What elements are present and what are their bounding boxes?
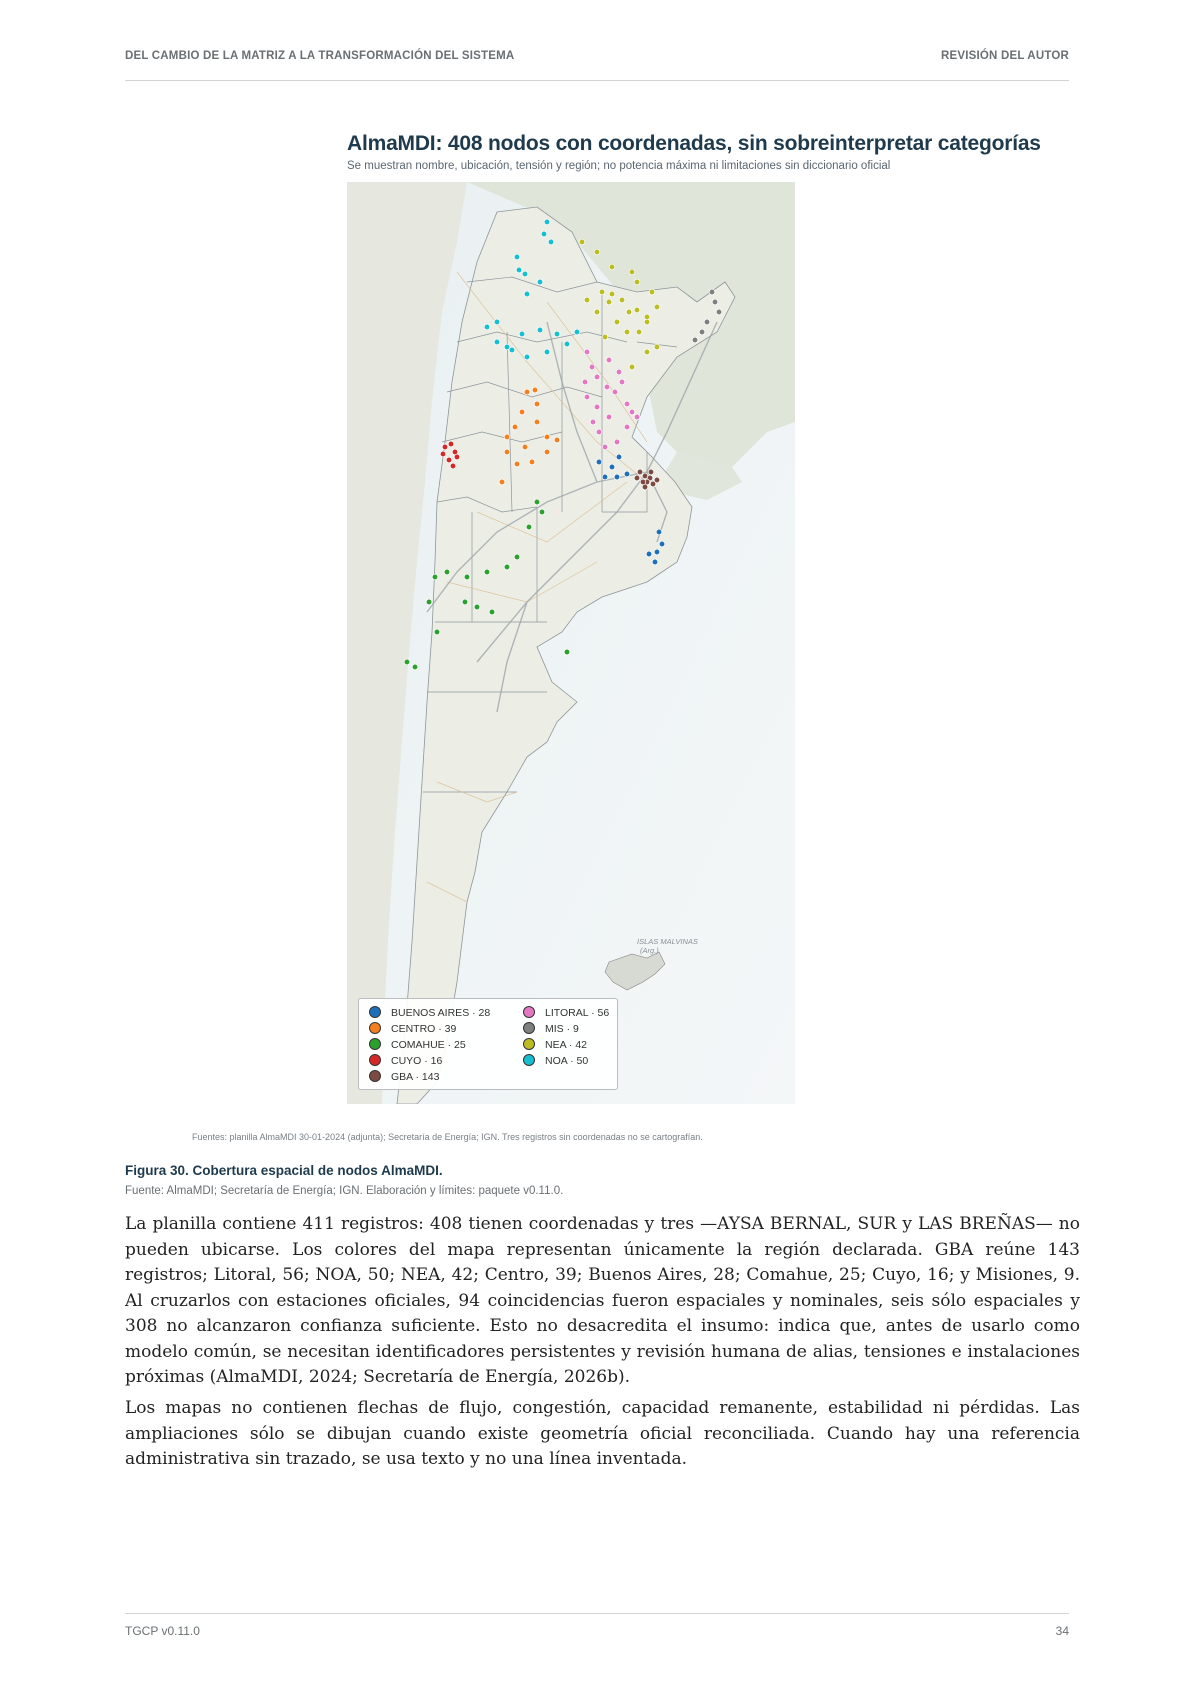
node-marker [541,231,547,237]
figure-sources-note: Fuentes: planilla AlmaMDI 30-01-2024 (adjunta); Secretaría de Energía; IGN. Tres registros sin coordenadas no se cartografían. [192,1132,703,1142]
node-marker [589,364,595,370]
node-marker [716,309,722,315]
node-marker [514,461,520,467]
legend-swatch [369,1054,381,1066]
node-marker [646,551,652,557]
node-marker [606,414,612,420]
node-marker [584,349,590,355]
node-marker [654,344,660,350]
node-marker [446,457,452,463]
legend-label: LITORAL · 56 [545,1007,610,1019]
node-marker [474,604,480,610]
legend-swatch [523,1038,535,1050]
node-marker [534,401,540,407]
header-book-title: DEL CAMBIO DE LA MATRIZ A LA TRANSFORMACIÓN DEL SISTEMA [125,50,515,62]
node-marker [634,475,640,481]
node-marker [444,569,450,575]
legend-swatch [369,1038,381,1050]
body-paragraph-1: La planilla contiene 411 registros: 408 tienen coordenadas y tres —AYSA BERNAL, SUR y LAS BREÑAS— no pueden ubicarse. Los colores del mapa representan únicamente la región declarada. GBA reúne 143 registros; Litoral, 56; NOA, 50; NEA, 42; Centro, 39; Buenos Aires, 28; Comahue, 25; Cuyo, 16; y Misiones, 9. Al cruzarlos con estaciones oficiales, 94 coincidencias fueron espaciales y nominales, seis sólo espaciales y 308 no alcanzaron confianza suficiente. Esto no desacredita el insumo: indica que, antes de usarlo como modelo común, se necesitan identificadores persistentes y revisión humana de alias, tensiones e instalaciones próximas (AlmaMDI, 2024; Secretaría de Energía, 2026b). [125,1214,1080,1387]
node-marker [699,329,705,335]
legend-label: GBA · 143 [391,1071,440,1083]
node-marker [609,291,615,297]
legend-item-centro [369,1021,456,1037]
node-marker [514,254,520,260]
node-marker [462,599,468,605]
node-marker [624,329,630,335]
node-marker [544,449,550,455]
malvinas-label: ISLAS MALVINAS [637,937,698,946]
node-marker [537,279,543,285]
legend-swatch [523,1054,535,1066]
node-marker [624,471,630,477]
node-marker [692,337,698,343]
node-marker [432,574,438,580]
legend-label: CUYO · 16 [391,1055,443,1067]
node-marker [712,299,718,305]
node-marker [599,289,605,295]
node-marker [534,419,540,425]
node-marker [594,309,600,315]
node-marker [584,394,590,400]
node-marker [602,444,608,450]
node-marker [604,384,610,390]
figure-caption-source: Fuente: AlmaMDI; Secretaría de Energía; IGN. Elaboración y límites: paquete v0.11.0. [125,1185,564,1197]
figure-caption-title: Figura 30. Cobertura espacial de nodos AlmaMDI. [125,1163,443,1178]
node-marker [606,299,612,305]
node-marker [440,451,446,457]
legend-label: CENTRO · 39 [391,1023,457,1035]
node-marker [652,559,658,565]
node-marker [554,437,560,443]
node-marker [519,331,525,337]
node-marker [544,434,550,440]
node-marker [539,509,545,515]
node-marker [484,324,490,330]
figure-subtitle: Se muestran nombre, ubicación, tensión y región; no potencia máxima ni limitaciones sin diccionario oficial [347,160,891,172]
legend-swatch [369,1070,381,1082]
footer-version: TGCP v0.11.0 [125,1624,200,1638]
node-marker [626,309,632,315]
node-marker [596,459,602,465]
node-marker [404,659,410,665]
node-marker [634,279,640,285]
node-marker [612,389,618,395]
node-marker [629,269,635,275]
node-marker [614,474,620,480]
node-marker [564,649,570,655]
node-marker [644,319,650,325]
node-marker [648,469,654,475]
node-marker [704,319,710,325]
node-marker [619,297,625,303]
node-marker [609,264,615,270]
body-paragraph-2: Los mapas no contienen flechas de flujo, congestión, capacidad remanente, estabilidad ni pérdidas. Las ampliaciones sólo se dibujan cuando existe geometría oficial reconciliada. Cuando hay una referencia administrativa sin trazado, se usa texto y no una línea inventada. [125,1398,1080,1469]
node-marker [426,599,432,605]
legend-label: MIS · 9 [545,1023,579,1035]
node-marker [526,524,532,530]
legend-swatch [523,1006,535,1018]
node-marker [504,434,510,440]
node-marker [656,529,662,535]
node-marker [629,409,635,415]
page-footer [125,1613,1069,1638]
node-marker [654,549,660,555]
node-marker [494,319,500,325]
node-marker [634,414,640,420]
malvinas-label-sub: (Arg.) [640,946,659,955]
node-marker [606,357,612,363]
node-marker [448,441,454,447]
node-marker [454,454,460,460]
legend-label: NEA · 42 [545,1039,588,1051]
node-marker [450,463,456,469]
node-marker [619,379,625,385]
node-marker [524,354,530,360]
node-marker [532,387,538,393]
node-marker [504,564,510,570]
node-marker [516,267,522,273]
legend-item-comahue [369,1037,466,1053]
node-marker [544,349,550,355]
node-marker [442,444,448,450]
node-marker [614,439,620,445]
node-marker [544,219,550,225]
node-marker [642,484,648,490]
legend-item-noa [523,1053,588,1069]
node-marker [624,424,630,430]
node-marker [590,419,596,425]
node-marker [522,444,528,450]
legend-label: BUENOS AIRES · 28 [391,1007,491,1019]
node-marker [616,454,622,460]
node-marker [602,334,608,340]
node-marker [616,369,622,375]
node-marker [524,291,530,297]
node-marker [434,629,440,635]
node-marker [579,239,585,245]
node-marker [629,364,635,370]
node-marker [499,479,505,485]
header-revision-label: REVISIÓN DEL AUTOR [941,50,1069,62]
node-marker [522,271,528,277]
node-marker [564,341,570,347]
legend-swatch [369,1022,381,1034]
node-marker [524,389,530,395]
node-marker [659,541,665,547]
node-marker [614,319,620,325]
running-header [125,50,1069,81]
node-marker [554,331,560,337]
node-marker [582,379,588,385]
node-marker [624,401,630,407]
node-marker [484,569,490,575]
node-marker [504,344,510,350]
node-marker [594,249,600,255]
node-marker [637,469,643,475]
node-marker [649,289,655,295]
node-marker [519,409,525,415]
node-marker [489,609,495,615]
node-marker [644,349,650,355]
node-marker [636,329,642,335]
page-number: 34 [1055,1624,1069,1638]
node-marker [594,404,600,410]
node-marker [594,374,600,380]
legend-swatch [369,1006,381,1018]
node-marker [609,464,615,470]
node-marker [464,574,470,580]
node-marker [529,459,535,465]
node-marker [574,329,580,335]
legend-label: NOA · 50 [545,1055,589,1067]
argentina-node-map [347,182,795,1104]
node-marker [514,554,520,560]
node-marker [709,289,715,295]
legend-item-gba [369,1069,439,1085]
node-marker [412,664,418,670]
legend-swatch [523,1022,535,1034]
node-marker [584,297,590,303]
figure-heading [347,132,1041,172]
node-marker [548,239,554,245]
legend-item-cuyo [369,1053,442,1069]
node-marker [654,477,660,483]
figure-title: AlmaMDI: 408 nodos con coordenadas, sin sobreinterpretar categorías [347,132,1041,155]
node-marker [634,307,640,313]
legend-item-buenos-aires [369,1005,490,1021]
node-marker [596,429,602,435]
node-marker [509,347,515,353]
legend-item-nea [523,1037,587,1053]
node-marker [494,339,500,345]
legend-item-mis [523,1021,579,1037]
node-marker [504,449,510,455]
node-marker [537,327,543,333]
map-legend [358,998,618,1090]
node-marker [512,424,518,430]
legend-label: COMAHUE · 25 [391,1039,466,1051]
node-marker [534,499,540,505]
legend-item-litoral [523,1005,609,1021]
node-marker [654,304,660,310]
node-marker [602,474,608,480]
